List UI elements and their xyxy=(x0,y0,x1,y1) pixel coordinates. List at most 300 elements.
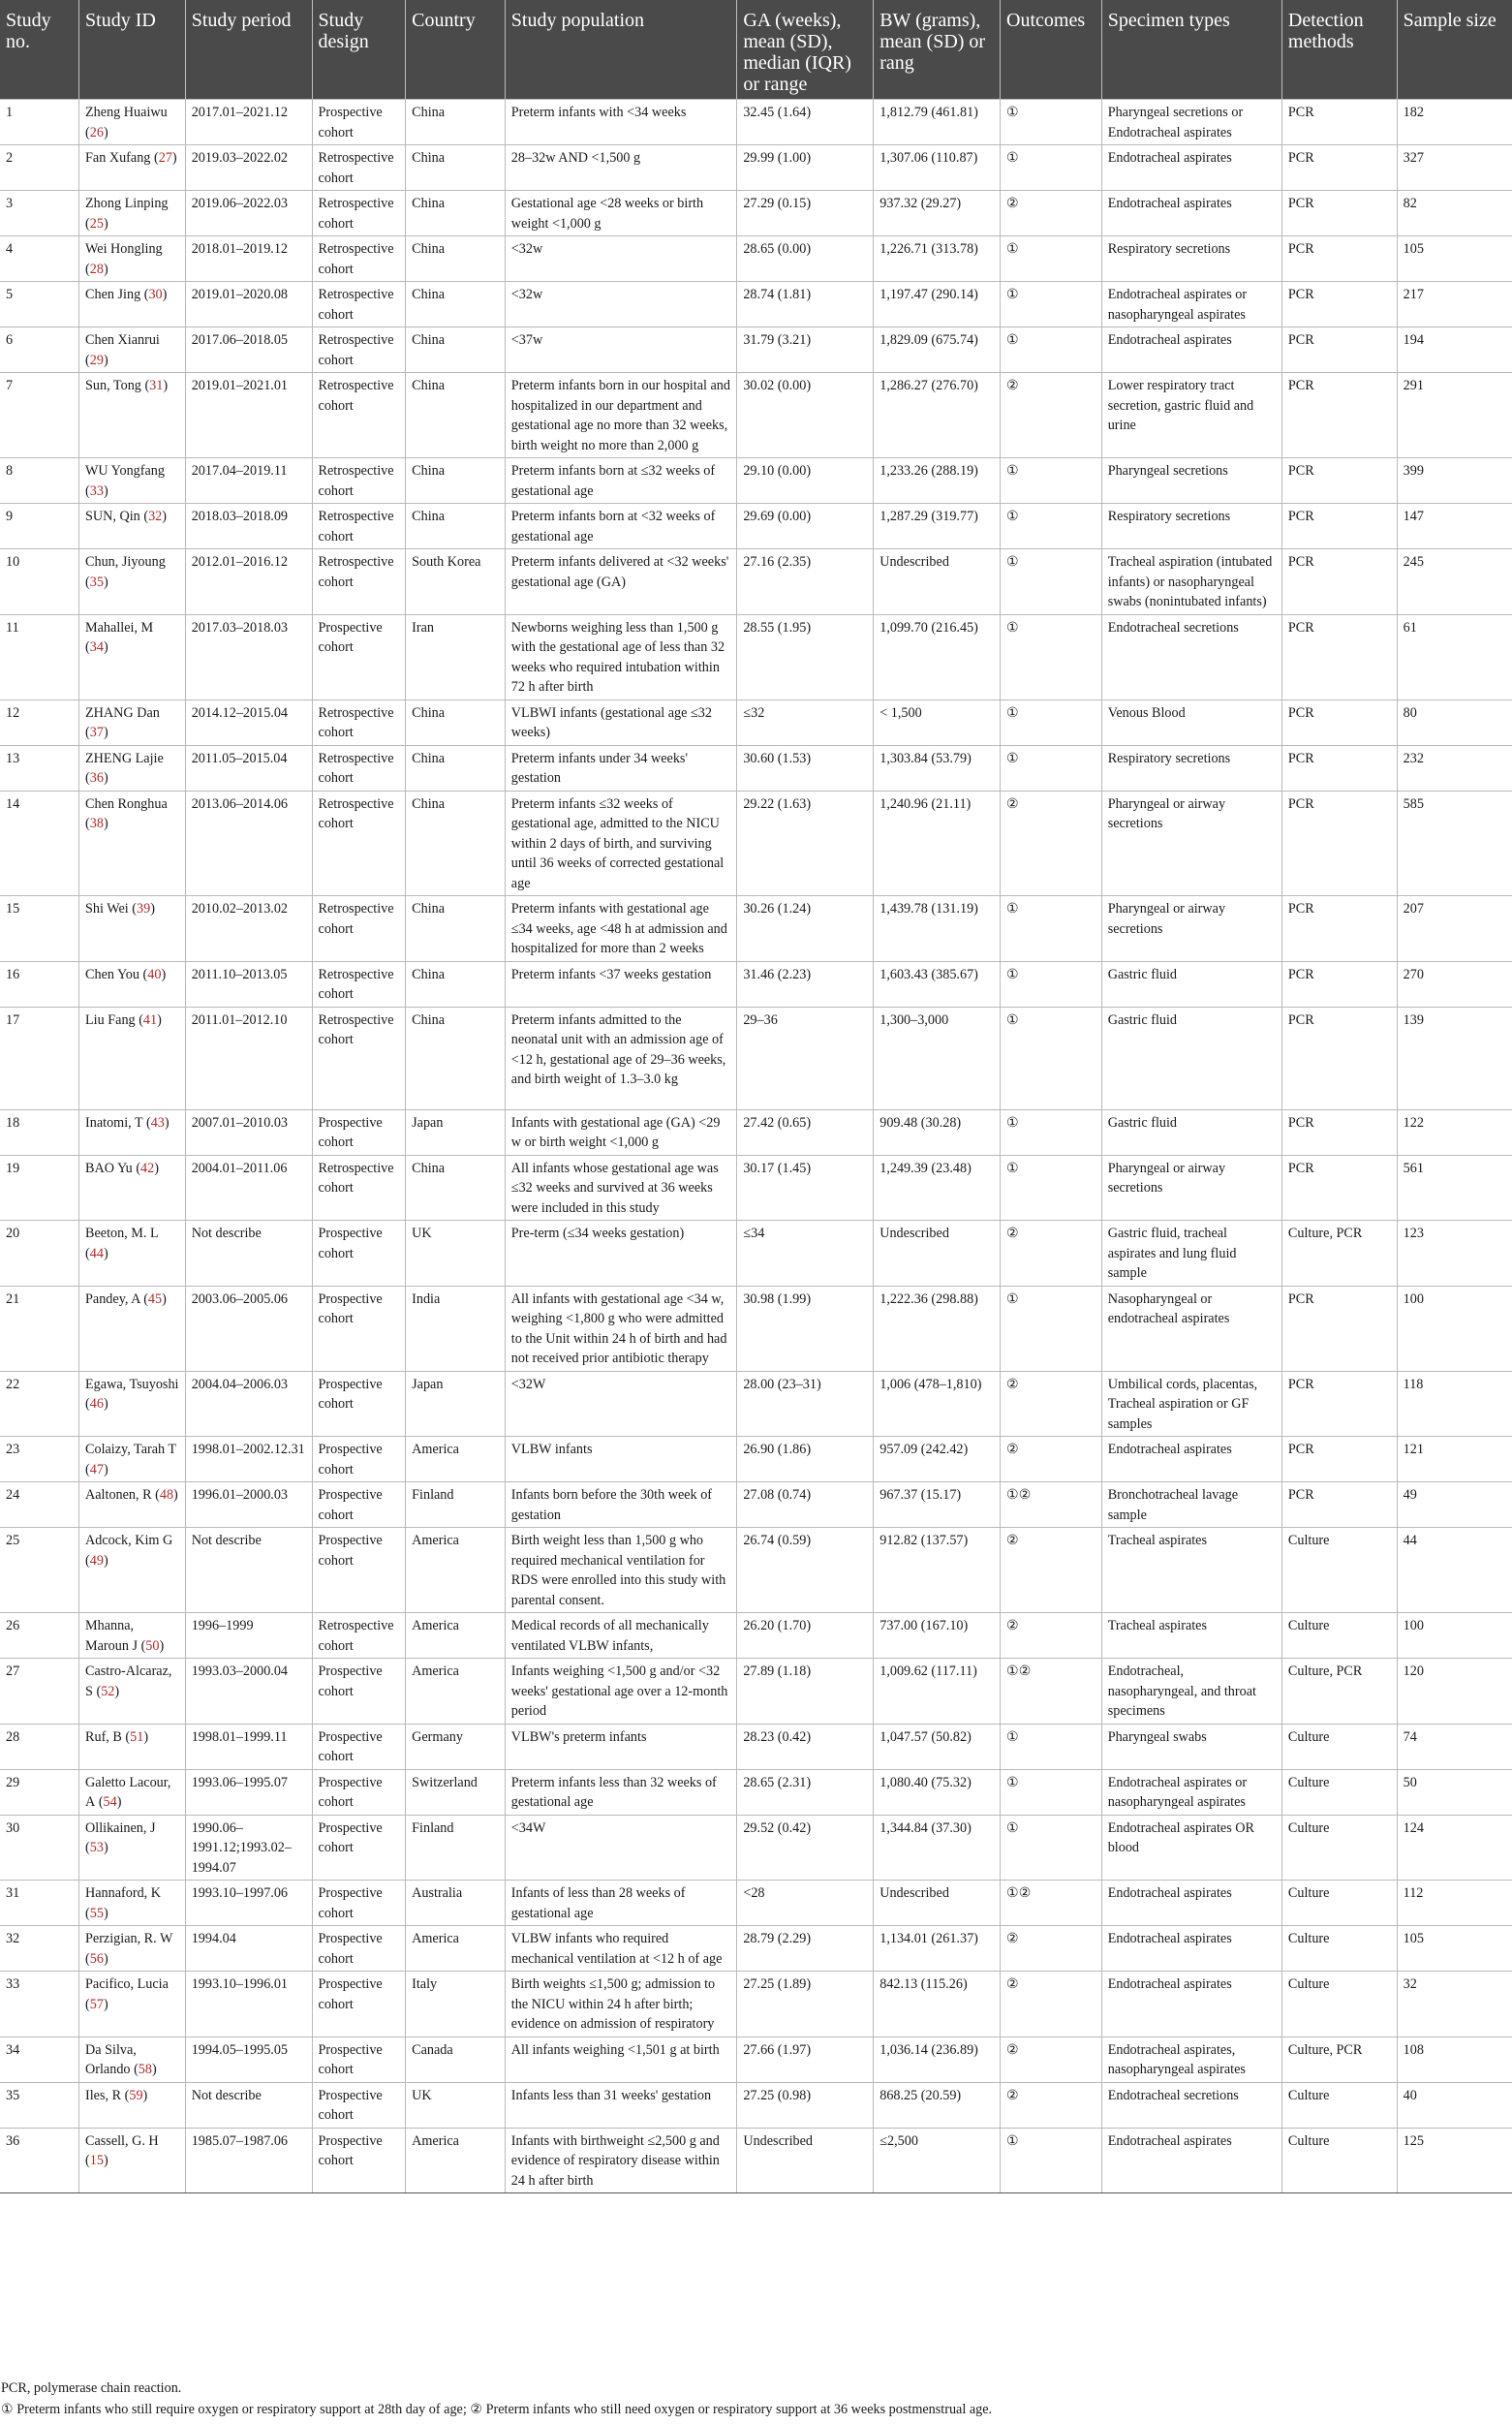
ga-cell: 30.98 (1.99) xyxy=(737,1286,874,1371)
study-id-cell: Zheng Huaiwu (26) xyxy=(79,100,186,145)
reference-link[interactable]: 59 xyxy=(129,2087,143,2103)
period-cell: 2003.06–2005.06 xyxy=(185,1286,312,1371)
study-id-cell: SUN, Qin (32) xyxy=(79,504,186,549)
specimen-cell: Pharyngeal or airway secretions xyxy=(1101,791,1281,896)
bw-cell: 1,197.47 (290.14) xyxy=(874,282,1001,327)
study-author: Mahallei, M xyxy=(85,619,154,636)
ga-cell: 30.02 (0.00) xyxy=(737,373,874,458)
bw-cell: 1,439.78 (131.19) xyxy=(874,896,1001,962)
outcome-cell: ② xyxy=(1001,1613,1102,1659)
ga-cell: 28.65 (0.00) xyxy=(737,236,874,282)
study-id-cell: Ollikainen, J (53) xyxy=(79,1815,186,1881)
reference-link[interactable]: 53 xyxy=(89,1840,104,1855)
design-cell: Retrospective cohort xyxy=(312,327,406,373)
study-author: Iles, R xyxy=(85,2087,122,2103)
ga-cell: ≤34 xyxy=(737,1221,874,1287)
outcome-cell: ① xyxy=(1001,1724,1102,1769)
method-cell: PCR xyxy=(1281,1371,1397,1437)
study-author: Ollikainen, J xyxy=(85,1819,156,1836)
reference-link[interactable]: 46 xyxy=(89,1396,104,1412)
ga-cell: 27.89 (1.18) xyxy=(737,1659,874,1725)
study-id-cell: Ruf, B (51) xyxy=(79,1724,186,1769)
no-cell: 28 xyxy=(0,1724,79,1769)
period-cell: 2013.06–2014.06 xyxy=(185,791,312,896)
study-id-cell: Sun, Tong (31) xyxy=(79,373,186,458)
no-cell: 8 xyxy=(0,458,79,504)
n-cell: 105 xyxy=(1397,236,1512,282)
outcome-cell: ①② xyxy=(1001,1659,1102,1725)
no-cell: 6 xyxy=(0,327,79,373)
n-cell: 327 xyxy=(1397,145,1512,191)
table-row xyxy=(0,700,1512,745)
population-cell: Infants of less than 28 weeks of gestational age xyxy=(505,1881,737,1926)
design-cell: Retrospective cohort xyxy=(312,191,406,236)
specimen-cell: Bronchotracheal lavage sample xyxy=(1101,1482,1281,1528)
specimen-cell: Endotracheal, nasopharyngeal, and throat specimens xyxy=(1101,1659,1281,1725)
ga-cell: 27.08 (0.74) xyxy=(737,1482,874,1528)
design-cell: Retrospective cohort xyxy=(312,1613,406,1659)
n-cell: 44 xyxy=(1397,1528,1512,1613)
no-cell: 32 xyxy=(0,1926,79,1972)
reference-link[interactable]: 39 xyxy=(137,901,151,917)
design-cell: Prospective cohort xyxy=(312,1528,406,1613)
population-cell: Newborns weighing less than 1,500 g with the gestational age of less than 32 weeks who required intubation within 72 h after birth xyxy=(505,614,737,700)
study-id-cell: Chen You (40) xyxy=(79,961,186,1007)
n-cell: 49 xyxy=(1397,1482,1512,1528)
method-cell: PCR xyxy=(1281,504,1397,549)
country-cell: Australia xyxy=(406,1881,506,1926)
design-cell: Prospective cohort xyxy=(312,1926,406,1972)
bw-cell: 737.00 (167.10) xyxy=(874,1613,1001,1659)
ga-cell: 28.74 (1.81) xyxy=(737,282,874,327)
no-cell: 10 xyxy=(0,549,79,615)
country-cell: America xyxy=(406,1437,506,1482)
ga-cell: 28.55 (1.95) xyxy=(737,614,874,700)
bw-cell: 1,307.06 (110.87) xyxy=(874,145,1001,191)
period-cell: 1993.10–1997.06 xyxy=(185,1881,312,1926)
country-cell: China xyxy=(406,961,506,1007)
specimen-cell: Pharyngeal or airway secretions xyxy=(1101,1155,1281,1221)
table-row xyxy=(0,2036,1512,2082)
specimen-cell: Respiratory secretions xyxy=(1101,236,1281,282)
outcome-cell: ② xyxy=(1001,1221,1102,1287)
footnote-outcomes: ① Preterm infants who still require oxygen or respiratory support at 28th day of age; ② Preterm infants who still need oxygen or respiratory support at 36 weeks postmenstrual age. xyxy=(1,2402,993,2417)
no-cell: 3 xyxy=(0,191,79,236)
reference-link[interactable]: 31 xyxy=(149,378,164,393)
table-row xyxy=(0,236,1512,282)
no-cell: 16 xyxy=(0,961,79,1007)
table-row xyxy=(0,2082,1512,2128)
design-cell: Retrospective cohort xyxy=(312,961,406,1007)
country-cell: Japan xyxy=(406,1109,506,1155)
study-id-cell: Colaizy, Tarah T (47) xyxy=(79,1437,186,1482)
column-header: Study period xyxy=(185,0,312,100)
study-author: Liu Fang xyxy=(85,1011,136,1028)
outcome-cell: ② xyxy=(1001,1528,1102,1613)
n-cell: 194 xyxy=(1397,327,1512,373)
outcome-cell: ① xyxy=(1001,1286,1102,1371)
ga-cell: 26.90 (1.86) xyxy=(737,1437,874,1482)
design-cell: Retrospective cohort xyxy=(312,700,406,745)
ga-cell: 28.79 (2.29) xyxy=(737,1926,874,1972)
study-author: Zhong Linping xyxy=(85,196,169,211)
column-header: Study population xyxy=(505,0,737,100)
specimen-cell: Pharyngeal or airway secretions xyxy=(1101,896,1281,962)
design-cell: Prospective cohort xyxy=(312,1972,406,2037)
period-cell: 1996–1999 xyxy=(185,1613,312,1659)
country-cell: China xyxy=(406,373,506,458)
method-cell: PCR xyxy=(1281,327,1397,373)
outcome-cell: ① xyxy=(1001,1815,1102,1881)
study-author: Shi Wei xyxy=(85,901,129,917)
period-cell: 2004.04–2006.03 xyxy=(185,1371,312,1437)
method-cell: Culture, PCR xyxy=(1281,1221,1397,1287)
period-cell: 1998.01–1999.11 xyxy=(185,1724,312,1769)
method-cell: PCR xyxy=(1281,1155,1397,1221)
country-cell: China xyxy=(406,896,506,962)
table-row xyxy=(0,1769,1512,1815)
table-row xyxy=(0,1371,1512,1437)
n-cell: 121 xyxy=(1397,1437,1512,1482)
study-id-cell: WU Yongfang (33) xyxy=(79,458,186,504)
period-cell: Not describe xyxy=(185,1528,312,1613)
ga-cell: 27.16 (2.35) xyxy=(737,549,874,615)
table-row xyxy=(0,1437,1512,1482)
specimen-cell: Pharyngeal swabs xyxy=(1101,1724,1281,1769)
table-row xyxy=(0,1286,1512,1371)
country-cell: Iran xyxy=(406,614,506,700)
reference-link[interactable]: 48 xyxy=(159,1487,174,1503)
population-cell: Infants weighing <1,500 g and/or <32 weeks' gestational age over a 12-month period xyxy=(505,1659,737,1725)
ga-cell: 28.23 (0.42) xyxy=(737,1724,874,1769)
population-cell: <34W xyxy=(505,1815,737,1881)
study-id-cell: Chen Jing (30) xyxy=(79,282,186,327)
table-row xyxy=(0,614,1512,700)
period-cell: 1990.06–1991.12;1993.02–1994.07 xyxy=(185,1815,312,1881)
reference-link[interactable]: 36 xyxy=(89,770,104,786)
reference-link[interactable]: 50 xyxy=(145,1637,160,1654)
country-cell: China xyxy=(406,236,506,282)
reference-link[interactable]: 57 xyxy=(89,1996,104,2012)
specimen-cell: Gastric fluid xyxy=(1101,961,1281,1007)
no-cell: 35 xyxy=(0,2082,79,2128)
reference-link[interactable]: 30 xyxy=(148,287,163,302)
period-cell: 2011.10–2013.05 xyxy=(185,961,312,1007)
ga-cell: 28.00 (23–31) xyxy=(737,1371,874,1437)
n-cell: 125 xyxy=(1397,2128,1512,2193)
reference-link[interactable]: 52 xyxy=(101,1683,115,1699)
reference-link[interactable]: 58 xyxy=(138,2062,152,2077)
study-author: Colaizy, Tarah T xyxy=(85,1442,176,1457)
bw-cell: 1,829.09 (675.74) xyxy=(874,327,1001,373)
period-cell: 2019.03–2022.02 xyxy=(185,145,312,191)
country-cell: Switzerland xyxy=(406,1769,506,1815)
table-row xyxy=(0,504,1512,549)
specimen-cell: Tracheal aspirates xyxy=(1101,1613,1281,1659)
reference-link[interactable]: 51 xyxy=(130,1728,144,1745)
design-cell: Prospective cohort xyxy=(312,100,406,145)
reference-link[interactable]: 56 xyxy=(89,1950,104,1967)
method-cell: Culture xyxy=(1281,1815,1397,1881)
ga-cell: 31.79 (3.21) xyxy=(737,327,874,373)
bw-cell: 842.13 (115.26) xyxy=(874,1972,1001,2037)
population-cell: 28–32w AND <1,500 g xyxy=(505,145,737,191)
ga-cell: 30.17 (1.45) xyxy=(737,1155,874,1221)
study-id-cell: Mhanna, Maroun J (50) xyxy=(79,1613,186,1659)
reference-link[interactable]: 34 xyxy=(89,639,104,655)
bw-cell: 912.82 (137.57) xyxy=(874,1528,1001,1613)
country-cell: Italy xyxy=(406,1972,506,2037)
outcome-cell: ① xyxy=(1001,549,1102,615)
method-cell: Culture xyxy=(1281,1926,1397,1972)
n-cell: 270 xyxy=(1397,961,1512,1007)
n-cell: 245 xyxy=(1397,549,1512,615)
study-author: Perzigian, R. W xyxy=(85,1931,173,1946)
design-cell: Prospective cohort xyxy=(312,1109,406,1155)
period-cell: 2019.01–2021.01 xyxy=(185,373,312,458)
outcome-cell: ①② xyxy=(1001,1881,1102,1926)
n-cell: 139 xyxy=(1397,1007,1512,1109)
table-row xyxy=(0,1613,1512,1659)
table-header xyxy=(0,0,1512,100)
reference-link[interactable]: 41 xyxy=(142,1011,158,1028)
bw-cell: 957.09 (242.42) xyxy=(874,1437,1001,1482)
table-row xyxy=(0,1881,1512,1926)
no-cell: 19 xyxy=(0,1155,79,1221)
reference-link[interactable]: 49 xyxy=(89,1552,104,1569)
design-cell: Prospective cohort xyxy=(312,1659,406,1725)
country-cell: America xyxy=(406,1926,506,1972)
study-author: Chen Xianrui xyxy=(85,332,160,348)
ga-cell: 29.69 (0.00) xyxy=(737,504,874,549)
population-cell: VLBW infants who required mechanical ventilation at <12 h of age xyxy=(505,1926,737,1972)
outcome-cell: ① xyxy=(1001,458,1102,504)
table-row xyxy=(0,282,1512,327)
reference-link[interactable]: 32 xyxy=(148,509,163,524)
n-cell: 147 xyxy=(1397,504,1512,549)
n-cell: 74 xyxy=(1397,1724,1512,1769)
period-cell: 2014.12–2015.04 xyxy=(185,700,312,745)
method-cell: PCR xyxy=(1281,614,1397,700)
specimen-cell: Endotracheal aspirates xyxy=(1101,1881,1281,1926)
outcome-cell: ① xyxy=(1001,700,1102,745)
reference-link[interactable]: 43 xyxy=(150,1114,165,1131)
study-id-cell: Iles, R (59) xyxy=(79,2082,186,2128)
n-cell: 118 xyxy=(1397,1371,1512,1437)
study-id-cell: Chen Ronghua (38) xyxy=(79,791,186,896)
design-cell: Prospective cohort xyxy=(312,1286,406,1371)
ga-cell: ≤32 xyxy=(737,700,874,745)
no-cell: 24 xyxy=(0,1482,79,1528)
design-cell: Prospective cohort xyxy=(312,1724,406,1769)
design-cell: Retrospective cohort xyxy=(312,282,406,327)
reference-link[interactable]: 55 xyxy=(89,1905,104,1921)
bw-cell: 1,287.29 (319.77) xyxy=(874,504,1001,549)
specimen-cell: Venous Blood xyxy=(1101,700,1281,745)
study-id-cell: Perzigian, R. W (56) xyxy=(79,1926,186,1972)
period-cell: 1994.04 xyxy=(185,1926,312,1972)
n-cell: 399 xyxy=(1397,458,1512,504)
method-cell: PCR xyxy=(1281,1109,1397,1155)
country-cell: America xyxy=(406,2128,506,2193)
reference-link[interactable]: 33 xyxy=(89,482,104,499)
table-row xyxy=(0,1482,1512,1528)
design-cell: Retrospective cohort xyxy=(312,745,406,791)
reference-link[interactable]: 47 xyxy=(89,1461,104,1477)
period-cell: 2007.01–2010.03 xyxy=(185,1109,312,1155)
reference-link[interactable]: 42 xyxy=(140,1160,155,1176)
population-cell: Infants born before the 30th week of gestation xyxy=(505,1482,737,1528)
population-cell: <32w xyxy=(505,282,737,327)
population-cell: Preterm infants under 34 weeks' gestation xyxy=(505,745,737,791)
bw-cell: ≤2,500 xyxy=(874,2128,1001,2193)
study-id-cell: Wei Hongling (28) xyxy=(79,236,186,282)
reference-link[interactable]: 25 xyxy=(89,215,104,232)
no-cell: 14 xyxy=(0,791,79,896)
reference-link[interactable]: 54 xyxy=(103,1794,117,1810)
country-cell: China xyxy=(406,191,506,236)
ga-cell: Undescribed xyxy=(737,2128,874,2193)
reference-link[interactable]: 15 xyxy=(89,2153,104,2168)
n-cell: 561 xyxy=(1397,1155,1512,1221)
outcome-cell: ① xyxy=(1001,614,1102,700)
outcome-cell: ② xyxy=(1001,2036,1102,2082)
reference-link[interactable]: 26 xyxy=(89,124,104,140)
bw-cell: 1,080.40 (75.32) xyxy=(874,1769,1001,1815)
period-cell: 2012.01–2016.12 xyxy=(185,549,312,615)
population-cell: Preterm infants born at <32 weeks of gestational age xyxy=(505,504,737,549)
period-cell: 1998.01–2002.12.31 xyxy=(185,1437,312,1482)
reference-link[interactable]: 29 xyxy=(89,352,104,368)
bw-cell: 1,226.71 (313.78) xyxy=(874,236,1001,282)
period-cell: 2019.01–2020.08 xyxy=(185,282,312,327)
country-cell: China xyxy=(406,1155,506,1221)
table-row xyxy=(0,961,1512,1007)
bw-cell: 909.48 (30.28) xyxy=(874,1109,1001,1155)
period-cell: 1985.07–1987.06 xyxy=(185,2128,312,2193)
reference-link[interactable]: 35 xyxy=(89,574,104,590)
country-cell: Finland xyxy=(406,1815,506,1881)
no-cell: 13 xyxy=(0,745,79,791)
population-cell: Preterm infants born in our hospital and hospitalized in our department and gestational age no more than 32 weeks, birth weight no more than 2,000 g xyxy=(505,373,737,458)
period-cell: 1993.10–1996.01 xyxy=(185,1972,312,2037)
country-cell: Canada xyxy=(406,2036,506,2082)
bw-cell: 1,006 (478–1,810) xyxy=(874,1371,1001,1437)
table-row xyxy=(0,549,1512,615)
no-cell: 36 xyxy=(0,2128,79,2193)
reference-link[interactable]: 40 xyxy=(147,966,162,982)
ga-cell: 29.52 (0.42) xyxy=(737,1815,874,1881)
study-author: Beeton, M. L xyxy=(85,1226,159,1241)
study-author: Fan Xufang xyxy=(85,150,151,166)
specimen-cell: Umbilical cords, placentas, Tracheal aspiration or GF samples xyxy=(1101,1371,1281,1437)
study-id-cell: Fan Xufang (27) xyxy=(79,145,186,191)
method-cell: Culture xyxy=(1281,1613,1397,1659)
column-header: Outcomes xyxy=(1001,0,1102,100)
population-cell: Gestational age <28 weeks or birth weight <1,000 g xyxy=(505,191,737,236)
population-cell: Infants with gestational age (GA) <29 w or birth weight <1,000 g xyxy=(505,1109,737,1155)
country-cell: China xyxy=(406,1007,506,1109)
method-cell: PCR xyxy=(1281,896,1397,962)
table-row xyxy=(0,1972,1512,2037)
table-row xyxy=(0,1724,1512,1769)
reference-link[interactable]: 45 xyxy=(147,1290,163,1307)
no-cell: 2 xyxy=(0,145,79,191)
specimen-cell: Endotracheal aspirates xyxy=(1101,2128,1281,2193)
period-cell: 2017.04–2019.11 xyxy=(185,458,312,504)
design-cell: Prospective cohort xyxy=(312,614,406,700)
design-cell: Prospective cohort xyxy=(312,2036,406,2082)
population-cell: Preterm infants with gestational age ≤34 weeks, age <48 h at admission and hospitalized for more than 2 weeks xyxy=(505,896,737,962)
table-footnotes xyxy=(0,2378,1512,2420)
method-cell: PCR xyxy=(1281,191,1397,236)
study-author: Pacifico, Lucia xyxy=(85,1976,169,1992)
country-cell: UK xyxy=(406,1221,506,1287)
country-cell: America xyxy=(406,1659,506,1725)
study-id-cell: Zhong Linping (25) xyxy=(79,191,186,236)
ga-cell: 27.25 (1.89) xyxy=(737,1972,874,2037)
design-cell: Retrospective cohort xyxy=(312,504,406,549)
no-cell: 34 xyxy=(0,2036,79,2082)
reference-link[interactable]: 38 xyxy=(89,816,104,831)
country-cell: China xyxy=(406,504,506,549)
reference-link[interactable]: 37 xyxy=(89,725,104,740)
n-cell: 82 xyxy=(1397,191,1512,236)
table-row xyxy=(0,1221,1512,1287)
bw-cell: Undescribed xyxy=(874,1221,1001,1287)
method-cell: PCR xyxy=(1281,1286,1397,1371)
no-cell: 29 xyxy=(0,1769,79,1815)
study-id-cell: Beeton, M. L (44) xyxy=(79,1221,186,1287)
ga-cell: 29.22 (1.63) xyxy=(737,791,874,896)
no-cell: 9 xyxy=(0,504,79,549)
outcome-cell: ② xyxy=(1001,791,1102,896)
bw-cell: 1,009.62 (117.11) xyxy=(874,1659,1001,1725)
design-cell: Prospective cohort xyxy=(312,1371,406,1437)
reference-link[interactable]: 28 xyxy=(89,261,104,277)
table-row xyxy=(0,2128,1512,2193)
specimen-cell: Endotracheal aspirates xyxy=(1101,1926,1281,1972)
outcome-cell: ① xyxy=(1001,1769,1102,1815)
country-cell: Germany xyxy=(406,1724,506,1769)
ga-cell: <28 xyxy=(737,1881,874,1926)
specimen-cell: Gastric fluid, tracheal aspirates and lung fluid sample xyxy=(1101,1221,1281,1287)
country-cell: Japan xyxy=(406,1371,506,1437)
study-author: Chen Jing xyxy=(85,287,141,302)
population-cell: Birth weight less than 1,500 g who required mechanical ventilation for RDS were enrolled into this study with parental consent. xyxy=(505,1528,737,1613)
study-author: Adcock, Kim G xyxy=(85,1533,173,1548)
specimen-cell: Endotracheal aspirates xyxy=(1101,191,1281,236)
n-cell: 105 xyxy=(1397,1926,1512,1972)
reference-link[interactable]: 44 xyxy=(89,1245,104,1261)
outcome-cell: ① xyxy=(1001,1155,1102,1221)
bw-cell: 1,344.84 (37.30) xyxy=(874,1815,1001,1881)
population-cell: <37w xyxy=(505,327,737,373)
method-cell: PCR xyxy=(1281,100,1397,145)
table-row xyxy=(0,1007,1512,1109)
outcome-cell: ② xyxy=(1001,2082,1102,2128)
population-cell: <32W xyxy=(505,1371,737,1437)
ga-cell: 27.66 (1.97) xyxy=(737,2036,874,2082)
reference-link[interactable]: 27 xyxy=(158,150,172,166)
bw-cell: 1,603.43 (385.67) xyxy=(874,961,1001,1007)
study-author: Inatomi, T xyxy=(85,1114,143,1131)
country-cell: China xyxy=(406,458,506,504)
n-cell: 124 xyxy=(1397,1815,1512,1881)
n-cell: 100 xyxy=(1397,1286,1512,1371)
population-cell: Birth weights ≤1,500 g; admission to the NICU within 24 h after birth; evidence on admission of respiratory xyxy=(505,1972,737,2037)
table-row xyxy=(0,1659,1512,1725)
